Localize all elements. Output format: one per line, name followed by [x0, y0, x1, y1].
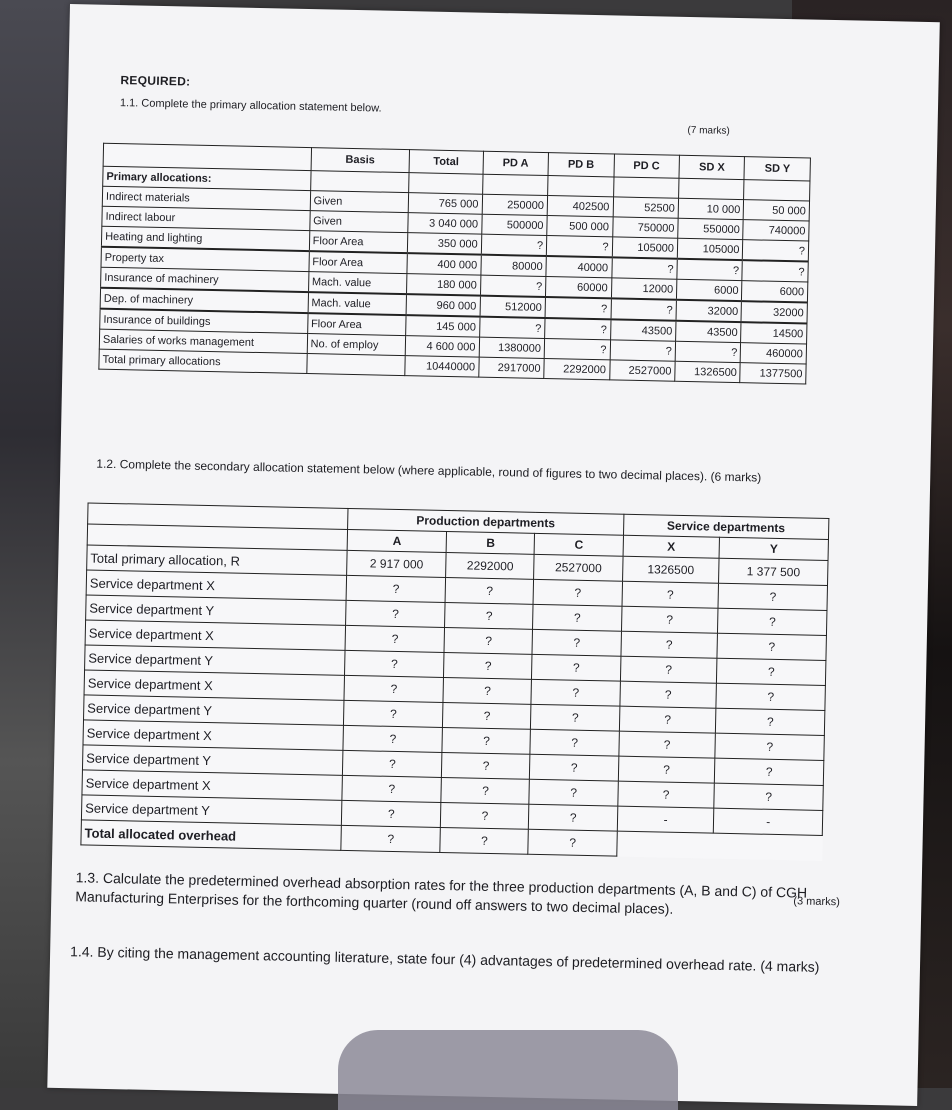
table-cell: 12000	[611, 278, 677, 300]
row-label: Service department Y	[81, 795, 342, 825]
header-cell: C	[535, 533, 624, 556]
table-cell: ?	[444, 627, 533, 654]
table-cell: 14500	[741, 322, 807, 344]
header-cell: A	[347, 529, 447, 552]
row-label: Dep. of machinery	[100, 288, 308, 313]
table-cell: ?	[442, 727, 531, 754]
table-cell: ?	[618, 756, 715, 783]
table-cell: ?	[531, 704, 620, 731]
table-cell: ?	[718, 608, 827, 635]
table-cell: Mach. value	[308, 292, 407, 315]
table-cell: 750000	[612, 217, 678, 238]
table-cell	[713, 833, 822, 860]
table-cell: 4 600 000	[405, 336, 479, 358]
section-label: Primary allocations:	[103, 166, 311, 190]
table-cell: ?	[717, 658, 826, 685]
table-cell: ?	[621, 631, 718, 658]
table-cell: ?	[343, 725, 443, 752]
table-cell: Floor Area	[309, 251, 408, 274]
table-cell: 10 000	[678, 198, 744, 219]
table-cell: ?	[481, 234, 547, 256]
table-cell: Mach. value	[308, 272, 407, 295]
table-cell: ?	[619, 731, 716, 758]
row-label: Service department X	[84, 670, 345, 700]
row-label: Heating and lighting	[101, 226, 309, 251]
question-1-4: 1.4. By citing the management accounting literature, state four (4) advantages of predetermined overhead rate. (4 marks)	[69, 943, 820, 975]
question-1-2: 1.2. Complete the secondary allocation statement below (where applicable, round of figures to two decimal places). (6 marks)	[96, 456, 762, 485]
table-cell: ?	[715, 758, 824, 785]
table-cell: -	[617, 806, 714, 833]
table-cell: ?	[544, 339, 610, 360]
header-cell: PD C	[614, 154, 680, 178]
row-label: Service department Y	[86, 595, 347, 625]
header-cell: B	[446, 532, 535, 555]
row-label: Insurance of machinery	[101, 267, 309, 292]
table-cell: ?	[610, 340, 676, 361]
table-cell: 10440000	[405, 356, 479, 378]
table-cell: ?	[717, 633, 826, 660]
table-cell: Given	[310, 191, 409, 213]
table-cell: ?	[621, 606, 718, 633]
table-cell: 6000	[742, 281, 808, 303]
table-cell: ?	[344, 675, 444, 702]
table-cell: 180 000	[407, 274, 481, 296]
table-cell: -	[714, 808, 823, 835]
table-cell: ?	[620, 656, 717, 683]
table-cell: 145 000	[406, 315, 480, 337]
table-cell: ?	[480, 275, 546, 297]
header-cell: SD Y	[744, 157, 810, 181]
row-label: Property tax	[101, 247, 309, 272]
table-cell: ?	[342, 775, 442, 802]
table-cell: ?	[530, 729, 619, 756]
table-cell: ?	[528, 829, 617, 856]
row-label: Total primary allocations	[99, 349, 307, 373]
table-cell: 765 000	[408, 193, 482, 215]
primary-allocation-table	[98, 143, 811, 385]
table-cell: ?	[346, 575, 446, 602]
row-label: Service department Y	[85, 645, 346, 675]
required-heading: REQUIRED:	[120, 73, 191, 89]
table-cell: ?	[342, 800, 442, 827]
table-cell: 500000	[481, 214, 547, 235]
question-1-3: 1.3. Calculate the predetermined overhead absorption rates for the three production departments (A, B and C) of CGH Manufacturing Enterprises for the forthcoming quarter (round off answers to two decimal places).	[75, 869, 808, 917]
table-cell: ?	[532, 629, 621, 656]
table-cell: ?	[743, 240, 809, 262]
header-cell: Y	[719, 537, 828, 560]
table-cell: ?	[341, 825, 441, 852]
row-label: Indirect labour	[102, 206, 310, 230]
table-cell: ?	[622, 581, 719, 608]
header-cell: Total	[409, 150, 483, 175]
table-cell: ?	[442, 752, 531, 779]
table-cell: ?	[444, 652, 533, 679]
table-cell: ?	[619, 706, 716, 733]
table-cell: ?	[531, 679, 620, 706]
table-cell: ?	[529, 779, 618, 806]
question-1-1-marks: (7 marks)	[687, 124, 730, 137]
table-cell: 40000	[546, 256, 612, 278]
question-1-3-marks: (3 marks)	[793, 895, 840, 909]
row-label: Service department X	[85, 620, 346, 650]
table-cell: ?	[742, 260, 808, 282]
table-cell: 105000	[677, 238, 743, 260]
table-cell: ?	[479, 317, 545, 339]
table-cell: ?	[716, 708, 825, 735]
table-cell: ?	[715, 733, 824, 760]
table-cell: 550000	[678, 218, 744, 239]
table-cell: 512000	[480, 296, 546, 318]
table-cell: 1 377 500	[719, 558, 828, 585]
header-cell: PD A	[483, 151, 549, 175]
table-cell: ?	[534, 579, 623, 606]
table-cell: ?	[714, 783, 823, 810]
table-cell: ?	[530, 754, 619, 781]
row-label: Service department Y	[82, 745, 343, 775]
table-cell: ?	[545, 318, 611, 340]
table-cell: ?	[441, 802, 530, 829]
table-cell: 52500	[613, 197, 679, 218]
row-label: Indirect materials	[102, 186, 310, 210]
table-cell: 80000	[480, 255, 546, 277]
table-cell: 402500	[547, 196, 613, 217]
table-cell: 43500	[676, 321, 742, 343]
table-cell: 6000	[676, 279, 742, 301]
question-1-1: 1.1. Complete the primary allocation statement below.	[119, 97, 382, 115]
table-cell: ?	[620, 681, 717, 708]
table-cell: 1380000	[479, 337, 545, 358]
table-cell: ?	[545, 297, 611, 319]
table-cell: ?	[533, 604, 622, 631]
production-departments-header: Production departments	[348, 508, 624, 535]
row-label: Total primary allocation, R	[87, 545, 348, 575]
table-cell: No. of employ	[307, 334, 406, 356]
table-cell: ?	[675, 341, 741, 362]
table-cell: ?	[445, 602, 534, 629]
secondary-allocation-table	[80, 502, 829, 860]
table-cell: ?	[716, 683, 825, 710]
table-cell: ?	[611, 298, 677, 320]
table-cell: Floor Area	[307, 313, 406, 336]
table-cell: ?	[718, 583, 827, 610]
header-cell: SD X	[679, 155, 745, 179]
table-cell: ?	[345, 625, 445, 652]
table-cell: 740000	[743, 220, 809, 241]
row-label: Salaries of works management	[99, 329, 307, 353]
table-cell: ?	[346, 600, 446, 627]
table-cell	[616, 831, 713, 858]
finger-thumb-shadow	[338, 1030, 678, 1110]
table-cell: 105000	[612, 237, 678, 259]
table-cell: 1377500	[740, 363, 806, 384]
table-cell: 32000	[741, 301, 807, 323]
table-cell: 460000	[741, 343, 807, 364]
table-cell: ?	[443, 702, 532, 729]
row-label: Service department X	[86, 570, 347, 600]
table-cell: ?	[532, 654, 621, 681]
table-cell: 2527000	[534, 554, 623, 581]
table-cell: ?	[445, 577, 534, 604]
table-cell: 2292000	[446, 553, 535, 580]
table-cell: ?	[617, 781, 714, 808]
row-label: Total allocated overhead	[81, 820, 342, 850]
table-cell: 250000	[482, 194, 548, 215]
table-cell: ?	[677, 259, 743, 281]
table-cell: ?	[443, 677, 532, 704]
table-cell: ?	[611, 257, 677, 279]
table-cell: 60000	[546, 277, 612, 299]
header-cell: PD B	[548, 153, 614, 177]
table-cell	[306, 354, 405, 376]
table-cell: 1326500	[675, 361, 741, 382]
header-cell: Basis	[311, 148, 410, 173]
table-cell: 960 000	[406, 294, 480, 317]
table-cell: 50 000	[744, 200, 810, 221]
table-cell: ?	[440, 827, 529, 854]
service-departments-header: Service departments	[623, 514, 829, 539]
table-cell: 400 000	[407, 253, 481, 275]
row-label: Service department X	[82, 770, 343, 800]
table-cell: 2 917 000	[347, 550, 447, 577]
row-label: Insurance of buildings	[100, 309, 308, 334]
header-cell: X	[623, 535, 720, 558]
table-cell: 350 000	[407, 233, 481, 255]
table-cell: ?	[345, 650, 445, 677]
table-cell: Floor Area	[309, 231, 408, 254]
table-cell: ?	[529, 804, 618, 831]
table-cell: 32000	[676, 300, 742, 322]
table-cell: 500 000	[547, 216, 613, 237]
row-label: Service department X	[83, 720, 344, 750]
table-cell: 3 040 000	[408, 213, 482, 235]
table-cell: ?	[441, 777, 530, 804]
table-cell: 43500	[610, 319, 676, 341]
table-cell: 2527000	[609, 360, 675, 381]
table-cell: 2292000	[544, 359, 610, 380]
exam-paper	[47, 4, 940, 1106]
table-cell: 2917000	[478, 357, 544, 378]
table-cell: Given	[309, 211, 408, 233]
table-cell: ?	[546, 236, 612, 258]
table-cell: ?	[344, 700, 444, 727]
row-label: Service department Y	[84, 695, 345, 725]
table-cell: 1326500	[622, 556, 719, 583]
table-cell: ?	[343, 750, 443, 777]
